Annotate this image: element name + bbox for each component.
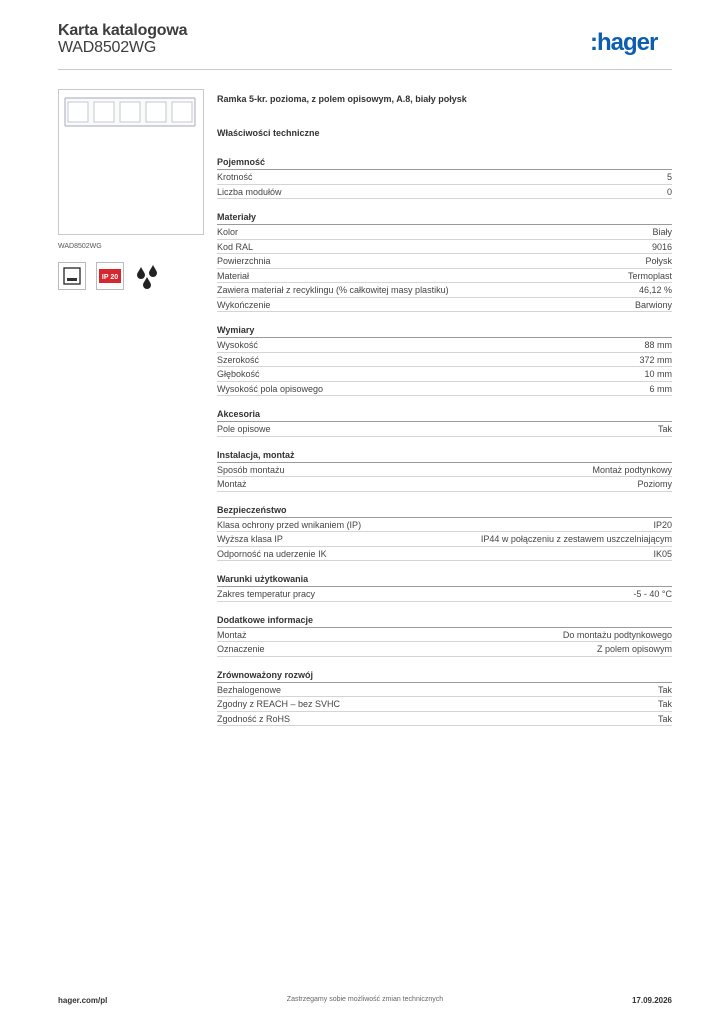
spec-value: IK05 xyxy=(653,548,672,559)
spec-row xyxy=(217,338,672,353)
spec-label: Krotność xyxy=(217,172,253,182)
spec-label: Bezhalogenowe xyxy=(217,684,282,695)
product-image xyxy=(58,89,204,235)
spec-label: Wysokość pola opisowego xyxy=(217,383,323,394)
spec-value: 88 mm xyxy=(644,340,672,350)
spec-label: Szerokość xyxy=(217,354,260,365)
spec-label: Kod RAL xyxy=(217,241,254,252)
spec-label: Wysokość xyxy=(217,340,258,350)
technical-properties-heading: Właściwości techniczne xyxy=(217,128,320,138)
section-gap xyxy=(217,602,672,612)
spec-label: Odporność na uderzenie IK xyxy=(217,548,327,559)
section-title: Materiały xyxy=(217,209,672,225)
spec-value: Tak xyxy=(657,699,672,709)
spec-value: Biały xyxy=(652,227,672,237)
spec-label: Kolor xyxy=(217,227,239,237)
spec-row xyxy=(217,477,672,492)
ip-rating-icon xyxy=(96,262,124,290)
section-title: Zrównoważony rozwój xyxy=(217,667,672,683)
spec-row xyxy=(217,254,672,269)
section-gap xyxy=(217,657,672,667)
spec-row xyxy=(217,170,672,185)
section-gap xyxy=(217,726,672,736)
hager-logo-text: :hager xyxy=(590,29,658,56)
spec-row xyxy=(217,547,672,562)
spec-label: Zgodny z REACH – bez SVHC xyxy=(217,699,341,709)
hager-logo xyxy=(590,28,672,56)
product-code: WAD8502WG xyxy=(58,39,157,56)
spec-value: Poziomy xyxy=(637,479,672,489)
spec-label: Głębokość xyxy=(217,369,260,379)
spec-label: Wykończenie xyxy=(217,299,271,310)
section-title: Instalacja, montaż xyxy=(217,447,672,463)
spec-value: Termoplast xyxy=(627,270,672,281)
section-title: Pojemność xyxy=(217,154,672,170)
spec-value: 9016 xyxy=(651,241,672,252)
spec-content xyxy=(217,94,672,736)
spec-label: Klasa ochrony przed wnikaniem (IP) xyxy=(217,519,362,530)
spec-label: Zawiera materiał z recyklingu (% całkowitej masy plastiku) xyxy=(217,285,449,295)
spec-value: Tak xyxy=(657,713,672,724)
spec-value: 6 mm xyxy=(649,383,672,394)
spec-row xyxy=(217,298,672,313)
spec-row xyxy=(217,283,672,298)
spec-row xyxy=(217,353,672,368)
spec-label: Montaż xyxy=(217,629,247,640)
spec-row xyxy=(217,422,672,437)
spec-value: Barwiony xyxy=(634,299,672,310)
spec-label: Pole opisowe xyxy=(217,424,271,434)
feature-icons xyxy=(58,262,162,290)
spec-label: Wyższa klasa IP xyxy=(217,534,283,544)
spec-row xyxy=(217,518,672,533)
spec-label: Montaż xyxy=(217,479,247,489)
spec-label: Oznaczenie xyxy=(217,644,265,654)
spec-value: 372 mm xyxy=(639,354,672,365)
spec-value: IP20 xyxy=(653,519,672,530)
section-gap xyxy=(217,396,672,406)
section-title: Bezpieczeństwo xyxy=(217,502,672,518)
section-gap xyxy=(217,492,672,502)
spec-row xyxy=(217,628,672,643)
spec-value: 10 mm xyxy=(644,369,672,379)
product-description: Ramka 5-kr. pozioma, z polem opisowym, A.8, biały połysk xyxy=(217,94,467,104)
page-header xyxy=(58,20,672,70)
spec-row xyxy=(217,683,672,698)
spec-value: -5 - 40 °C xyxy=(633,589,672,599)
spec-row xyxy=(217,463,672,478)
spec-row xyxy=(217,587,672,602)
spec-value: Tak xyxy=(657,684,672,695)
spec-row xyxy=(217,712,672,727)
spec-value: IP44 w połączeniu z zestawem uszczelniającym xyxy=(480,534,672,544)
spec-label: Sposób montażu xyxy=(217,464,285,475)
spec-row xyxy=(217,185,672,200)
spec-label: Liczba modułów xyxy=(217,186,282,197)
flush-mount-icon xyxy=(58,262,86,290)
spec-row xyxy=(217,240,672,255)
footer-website: hager.com/pl xyxy=(58,996,108,1005)
section-gap xyxy=(217,561,672,571)
section-gap xyxy=(217,437,672,447)
spec-label: Materiał xyxy=(217,270,250,281)
spec-row xyxy=(217,225,672,240)
spec-label: Zgodność z RoHS xyxy=(217,713,291,724)
spec-value: Tak xyxy=(657,424,672,434)
spec-value: Montaż podtynkowy xyxy=(592,464,672,475)
spec-row xyxy=(217,382,672,397)
section-gap xyxy=(217,312,672,322)
footer-disclaimer: Zastrzegamy sobie możliwość zmian technicznych xyxy=(286,996,444,1003)
water-drops-icon xyxy=(134,262,162,290)
page-footer xyxy=(58,996,672,1010)
spec-value: Połysk xyxy=(645,256,672,266)
image-caption: WAD8502WG xyxy=(58,243,102,250)
spec-row xyxy=(217,532,672,547)
spec-sections xyxy=(217,154,672,736)
spec-value: 5 xyxy=(666,172,672,182)
spec-value: Do montażu podtynkowego xyxy=(562,629,672,640)
spec-value: 0 xyxy=(666,186,672,197)
section-title: Dodatkowe informacje xyxy=(217,612,672,628)
section-title: Akcesoria xyxy=(217,406,672,422)
section-title: Wymiary xyxy=(217,322,672,338)
document-title: Karta katalogowa xyxy=(58,22,188,39)
spec-row xyxy=(217,642,672,657)
spec-row xyxy=(217,367,672,382)
spec-value: 46,12 % xyxy=(638,285,672,295)
spec-value: Z polem opisowym xyxy=(596,644,672,654)
ip-icon-text: IP 20 xyxy=(101,274,119,281)
spec-row xyxy=(217,697,672,712)
section-title: Warunki użytkowania xyxy=(217,571,672,587)
frame-illustration xyxy=(59,90,203,234)
spec-row xyxy=(217,269,672,284)
section-gap xyxy=(217,199,672,209)
spec-label: Powierzchnia xyxy=(217,256,271,266)
spec-label: Zakres temperatur pracy xyxy=(217,589,316,599)
footer-date: 17.09.2026 xyxy=(631,996,672,1005)
